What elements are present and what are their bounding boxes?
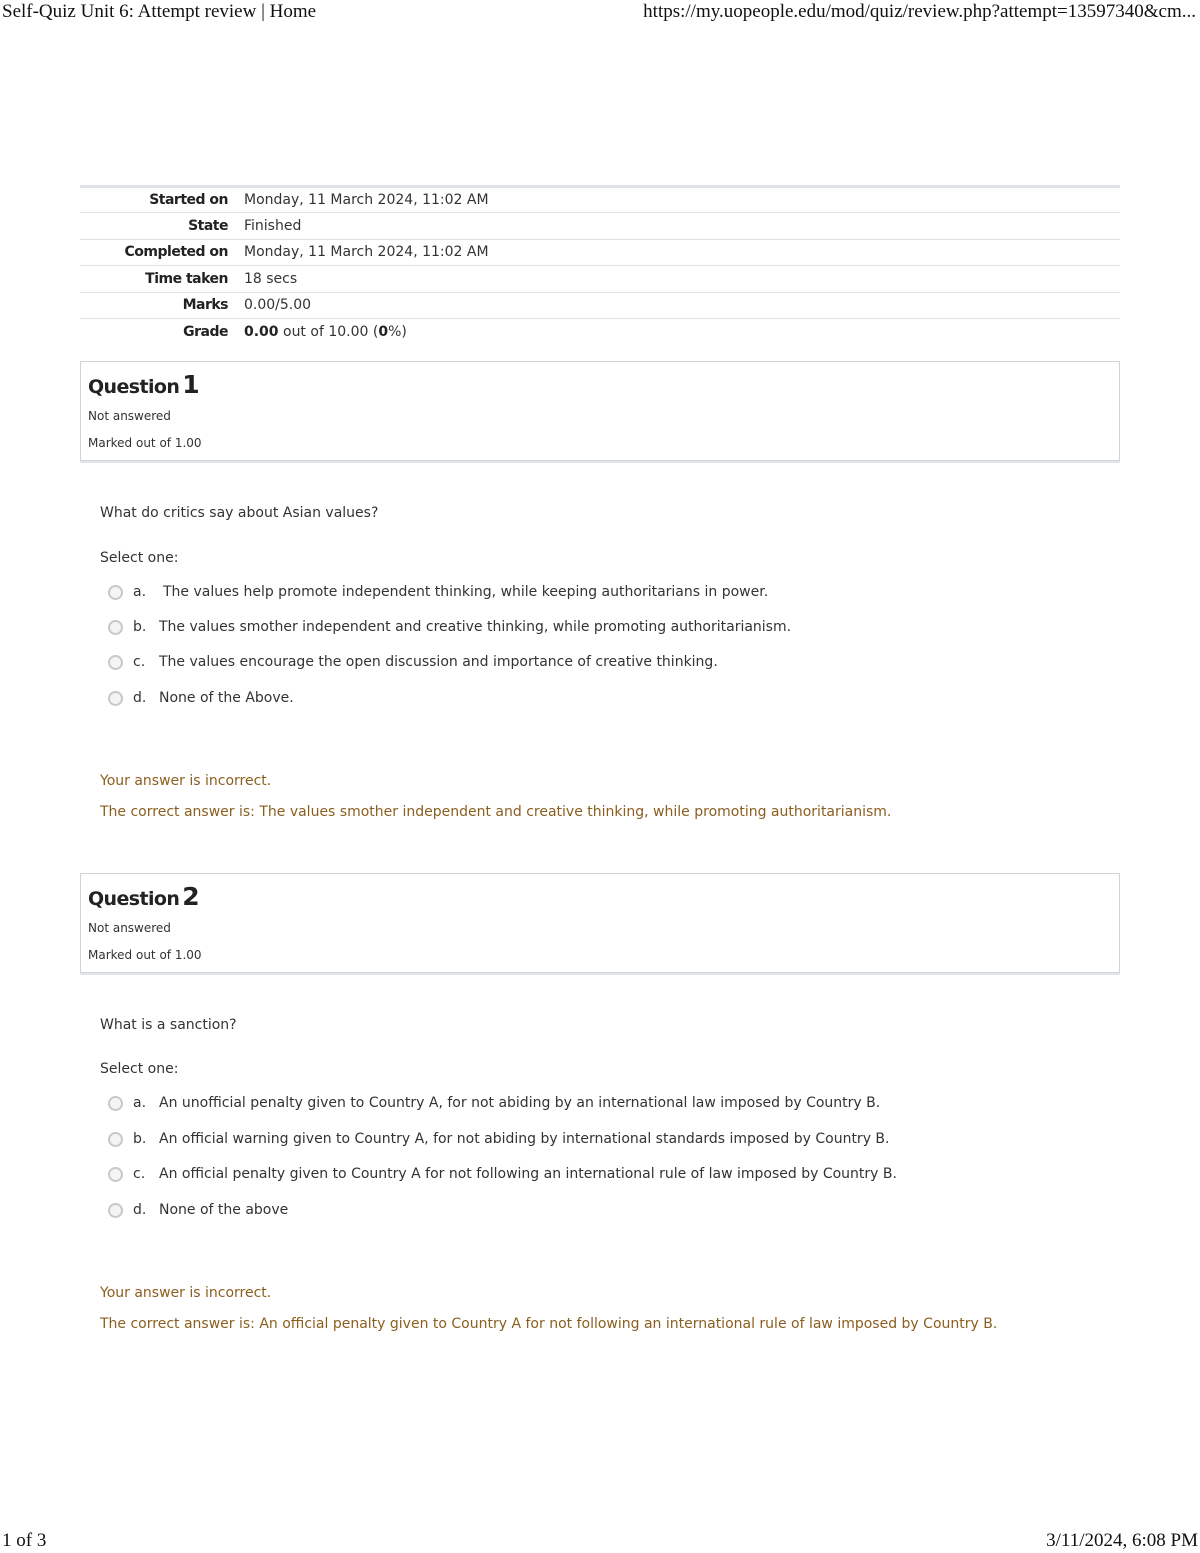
state-value: Finished xyxy=(244,218,302,235)
print-footer xyxy=(0,1530,1200,1553)
question-2-prompt: Select one: xyxy=(100,1061,179,1077)
option-text: None of the Above. xyxy=(159,690,294,706)
radio-button[interactable] xyxy=(108,585,123,600)
page-count: 1 of 3 xyxy=(2,1530,47,1551)
option-letter: c. xyxy=(133,654,146,670)
summary-row-started xyxy=(80,187,1120,213)
option-letter: c. xyxy=(133,1166,146,1182)
option-text: An official warning given to Country A, for not abiding by international standards imposed by Country B. xyxy=(159,1131,890,1147)
state-label: State xyxy=(188,218,228,235)
option-letter: d. xyxy=(133,690,147,706)
completed-value: Monday, 11 March 2024, 11:02 AM xyxy=(244,244,489,261)
radio-button[interactable] xyxy=(108,655,123,670)
question-1-text: What do critics say about Asian values? xyxy=(100,505,379,521)
option-letter: a. xyxy=(133,1095,147,1111)
completed-label: Completed on xyxy=(124,244,228,261)
option-text: An unofficial penalty given to Country A, for not abiding by an international law imposed by Country B. xyxy=(159,1095,881,1111)
question-2-text: What is a sanction? xyxy=(100,1017,237,1033)
grade-score: 0.00 xyxy=(244,323,279,340)
question-1-feedback-incorrect: Your answer is incorrect. xyxy=(100,773,272,789)
option-text: The values smother independent and creative thinking, while promoting authoritarianism. xyxy=(159,619,792,635)
question-1-prompt: Select one: xyxy=(100,550,179,566)
question-grade: Marked out of 1.00 xyxy=(88,436,202,450)
time-label: Time taken xyxy=(145,270,228,287)
attempt-summary-table xyxy=(80,185,1120,345)
option-text: An official penalty given to Country A for not following an international rule of law imposed by Country B. xyxy=(159,1166,897,1182)
grade-close: %) xyxy=(388,323,407,340)
summary-row-state xyxy=(80,213,1120,239)
question-grade: Marked out of 1.00 xyxy=(88,948,202,962)
marks-value: 0.00/5.00 xyxy=(244,297,312,314)
question-1-feedback-correct: The correct answer is: The values smother independent and creative thinking, while promoting authoritarianism. xyxy=(100,804,892,820)
question-state: Not answered xyxy=(88,409,171,423)
question-1-info xyxy=(80,361,1120,461)
summary-row-completed xyxy=(80,239,1120,265)
print-title: Self-Quiz Unit 6: Attempt review | Home xyxy=(2,1,317,22)
question-2-info xyxy=(80,873,1120,973)
summary-row-time xyxy=(80,266,1120,292)
radio-button[interactable] xyxy=(108,1167,123,1182)
radio-button[interactable] xyxy=(108,620,123,635)
option-letter: d. xyxy=(133,1202,147,1218)
grade-percent: 0 xyxy=(378,323,389,340)
question-state: Not answered xyxy=(88,921,171,935)
question-number: Question 2 xyxy=(88,882,200,911)
question-number: Question 1 xyxy=(88,370,200,399)
option-text: The values help promote independent thinking, while keeping authoritarians in power. xyxy=(163,584,769,600)
option-letter: b. xyxy=(133,1131,147,1147)
grade-out-of: out of 10.00 ( xyxy=(278,323,379,340)
print-header xyxy=(0,0,1200,26)
grade-value xyxy=(244,318,1120,344)
option-text: None of the above xyxy=(159,1202,289,1218)
time-value: 18 secs xyxy=(244,270,298,287)
question-2-feedback-incorrect: Your answer is incorrect. xyxy=(100,1285,272,1301)
grade-label: Grade xyxy=(183,323,228,340)
option-letter: a. xyxy=(133,584,147,600)
radio-button[interactable] xyxy=(108,691,123,706)
question-2-feedback-correct: The correct answer is: An official penalty given to Country A for not following an international rule of law imposed by Country B. xyxy=(100,1316,998,1332)
print-url[interactable]: https://my.uopeople.edu/mod/quiz/review.php?attempt=13597340&cm... xyxy=(643,1,1196,22)
summary-row-grade xyxy=(80,318,1120,344)
option-text: The values encourage the open discussion and importance of creative thinking. xyxy=(159,654,718,670)
radio-button[interactable] xyxy=(108,1203,123,1218)
started-label: Started on xyxy=(149,192,228,209)
radio-button[interactable] xyxy=(108,1096,123,1111)
option-letter: b. xyxy=(133,619,147,635)
summary-row-marks xyxy=(80,292,1120,318)
started-value: Monday, 11 March 2024, 11:02 AM xyxy=(244,192,489,209)
marks-label: Marks xyxy=(182,297,228,314)
print-datetime: 3/11/2024, 6:08 PM xyxy=(1046,1530,1198,1551)
radio-button[interactable] xyxy=(108,1132,123,1147)
